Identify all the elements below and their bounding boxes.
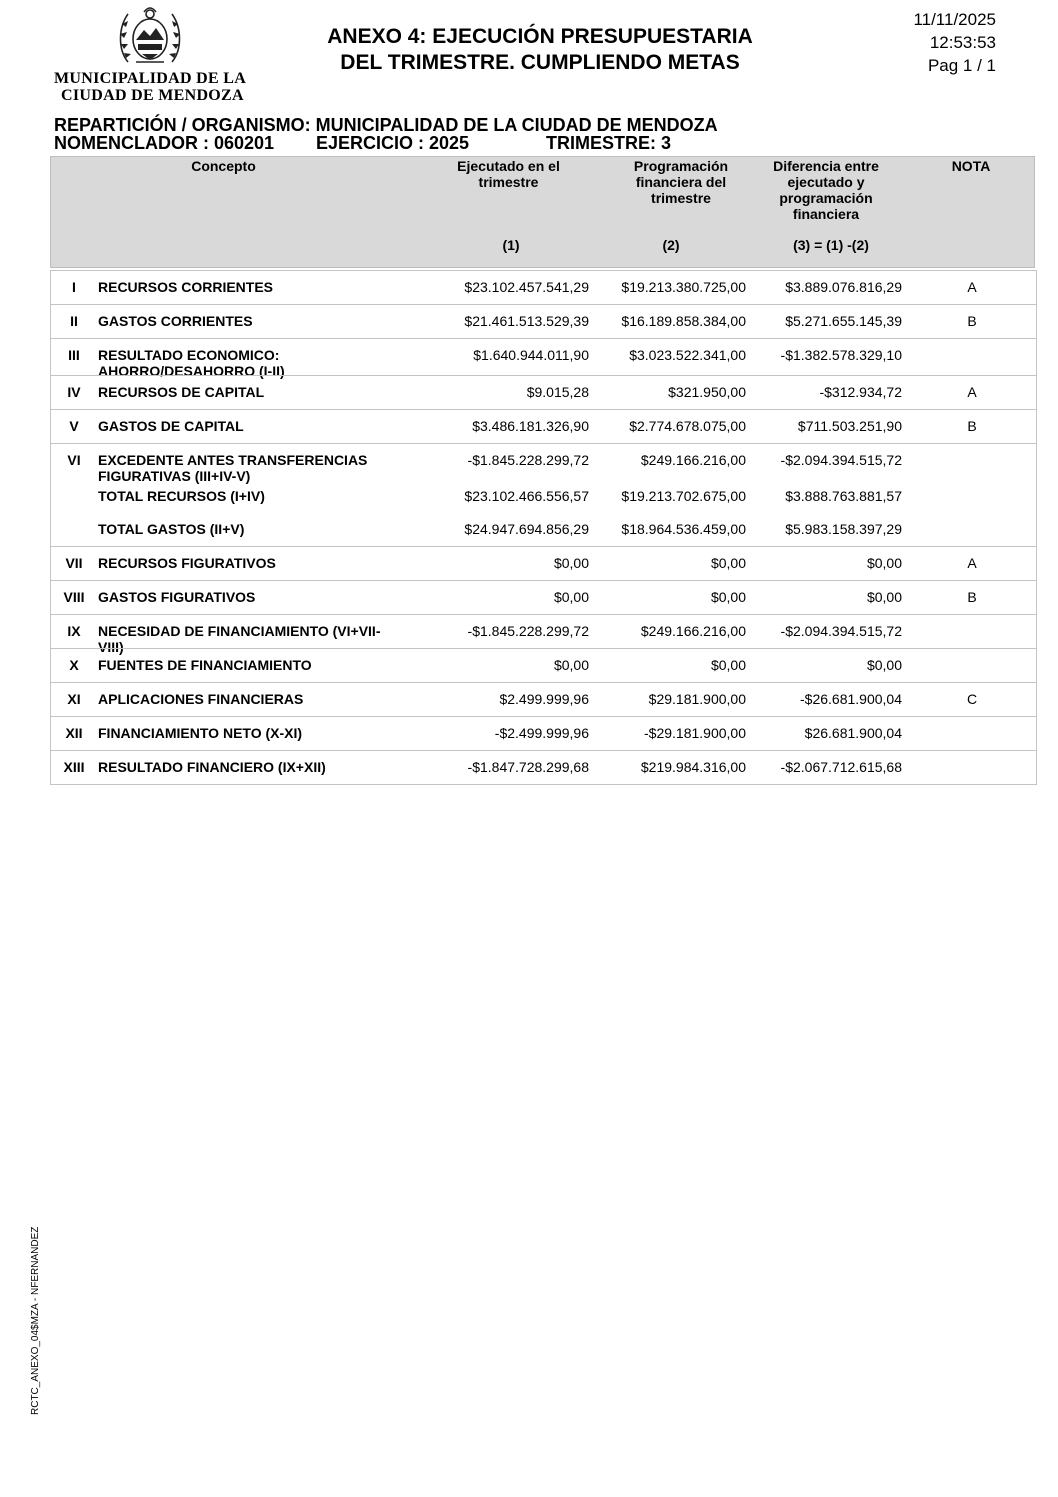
row-diferencia: $3.888.763.881,57 [785, 488, 902, 504]
row-diferencia: -$26.681.900,04 [800, 691, 902, 707]
row-programacion: $29.181.900,00 [648, 691, 746, 707]
row-concept [98, 691, 398, 707]
row-diferencia: -$2.094.394.515,72 [780, 623, 902, 639]
logo-line-2: CIUDAD DE MENDOZA [61, 87, 244, 104]
row-concept-line: GASTOS FIGURATIVOS [98, 589, 256, 605]
row-nota: C [966, 691, 978, 707]
row-ejecutado: $3.486.181.326,90 [472, 418, 589, 434]
col-diferencia-line: ejecutado y [787, 174, 865, 190]
coat-of-arms-icon [114, 2, 186, 70]
row-ejecutado: $23.102.466.556,57 [464, 488, 589, 504]
row-programacion: $18.964.536.459,00 [621, 521, 746, 537]
organismo-line: REPARTICIÓN / ORGANISMO: MUNICIPALIDAD DE LA CIUDAD DE MENDOZA [54, 115, 718, 135]
row-ejecutado: $1.640.944.011,90 [473, 347, 589, 363]
row-ejecutado: -$1.845.228.299,72 [467, 623, 589, 639]
row-number: XII [65, 725, 83, 741]
table-row [51, 580, 1036, 614]
row-programacion: $16.189.858.384,00 [621, 313, 746, 329]
row-programacion: $0,00 [710, 589, 746, 605]
table-row [51, 409, 1036, 443]
table-row [51, 480, 1036, 513]
table-row [51, 716, 1036, 750]
row-ejecutado: $24.947.694.856,29 [464, 521, 589, 537]
municipal-logo [50, 2, 250, 104]
ejercicio: EJERCICIO : 2025 [316, 133, 470, 153]
row-diferencia: $0,00 [866, 657, 902, 673]
table-row [51, 750, 1036, 784]
row-concept [98, 488, 398, 504]
row-ejecutado: $0,00 [553, 657, 589, 673]
row-diferencia: $711.503.251,90 [797, 418, 902, 434]
table-row [51, 338, 1036, 379]
print-stamp [913, 8, 996, 77]
col-ejecutado-line: trimestre [478, 174, 539, 190]
table-row [51, 304, 1036, 338]
col-programacion [601, 158, 761, 206]
row-number: III [68, 347, 80, 363]
table-row [51, 270, 1036, 304]
row-ejecutado: $21.461.513.529,39 [464, 313, 589, 329]
row-programacion: $0,00 [710, 555, 746, 571]
row-number: II [70, 313, 78, 329]
row-diferencia: $5.983.158.397,29 [785, 521, 902, 537]
row-diferencia: $26.681.900,04 [804, 725, 902, 741]
col-diferencia-line: Diferencia entre [773, 158, 879, 174]
row-concept-line: RESULTADO ECONOMICO: [98, 347, 280, 363]
row-concept-line: RECURSOS DE CAPITAL [98, 384, 265, 400]
table-row [51, 546, 1036, 580]
row-diferencia: -$2.094.394.515,72 [780, 452, 902, 468]
row-programacion: $321.950,00 [668, 384, 746, 400]
table-body [50, 270, 1037, 785]
title-line-2: DEL TRIMESTRE. CUMPLIENDO METAS [340, 51, 740, 74]
row-concept [98, 313, 398, 329]
row-concept-line: TOTAL GASTOS (II+V) [98, 521, 245, 537]
row-programacion: $2.774.678.075,00 [629, 418, 746, 434]
row-concept [98, 418, 398, 434]
table-row [51, 682, 1036, 716]
row-concept-line: NECESIDAD DE FINANCIAMIENTO (VI+VII- [98, 623, 381, 639]
row-diferencia: -$2.067.712.615,68 [780, 759, 902, 775]
row-concept-line: FUENTES DE FINANCIAMIENTO [98, 657, 312, 673]
print-date: 11/11/2025 [913, 10, 996, 29]
row-concept [98, 589, 398, 605]
row-concept-line: RECURSOS CORRIENTES [98, 279, 274, 295]
col-programacion-line: financiera del [635, 174, 727, 190]
row-diferencia: -$1.382.578.329,10 [780, 347, 902, 363]
row-ejecutado: -$2.499.999,96 [494, 725, 589, 741]
col-diferencia-line: financiera [792, 206, 860, 222]
row-programacion: $19.213.702.675,00 [621, 488, 746, 504]
document-title [270, 24, 810, 76]
row-concept-line: FINANCIAMIENTO NETO (X-XI) [98, 725, 303, 741]
row-concept [98, 384, 398, 400]
row-nota: A [967, 384, 977, 400]
side-reference: RCTC_ANEXO_04$MZA - NFERNANDEZ [30, 1226, 41, 1415]
col-ejecutado [441, 158, 576, 190]
row-nota: B [967, 589, 977, 605]
row-number: VII [65, 555, 83, 571]
row-concept-line: EXCEDENTE ANTES TRANSFERENCIAS [98, 452, 368, 468]
row-number: V [69, 418, 79, 434]
row-programacion: $249.166.216,00 [640, 452, 746, 468]
page-number: Pag 1 / 1 [927, 56, 996, 75]
trimestre: TRIMESTRE: 3 [546, 133, 672, 153]
row-programacion: $0,00 [710, 657, 746, 673]
row-concept-line: RESULTADO FINANCIERO (IX+XII) [98, 759, 326, 775]
row-concept-line: FIGURATIVAS (III+IV-V) [98, 468, 251, 484]
col-programacion-line: trimestre [651, 190, 711, 206]
row-ejecutado: $2.499.999,96 [499, 691, 589, 707]
row-programacion: $219.984.316,00 [640, 759, 746, 775]
table-row [51, 614, 1036, 655]
row-concept [98, 759, 398, 775]
col-num-1: (1) [502, 237, 520, 253]
title-line-1: ANEXO 4: EJECUCIÓN PRESUPUESTARIA [327, 25, 753, 48]
col-diferencia-line: programación [779, 190, 873, 206]
row-programacion: $19.213.380.725,00 [621, 279, 746, 295]
row-concept-line: RECURSOS FIGURATIVOS [98, 555, 276, 571]
row-concept [98, 555, 398, 571]
row-ejecutado: -$1.847.728.299,68 [467, 759, 589, 775]
nomenclador: NOMENCLADOR : 060201 [54, 133, 275, 153]
row-ejecutado: $0,00 [553, 589, 589, 605]
row-ejecutado: $23.102.457.541,29 [464, 279, 589, 295]
row-nota: A [967, 279, 977, 295]
row-programacion: $3.023.522.341,00 [629, 347, 746, 363]
row-concept-line: APLICACIONES FINANCIERAS [98, 691, 304, 707]
row-diferencia: $5.271.655.145,39 [785, 313, 902, 329]
row-concept [98, 657, 398, 673]
row-nota: B [967, 313, 977, 329]
row-number: VIII [63, 589, 85, 605]
row-diferencia: $3.889.076.816,29 [785, 279, 902, 295]
row-concept-line: GASTOS DE CAPITAL [98, 418, 244, 434]
row-concept-line: AHORRO/DESAHORRO (I-II) [98, 363, 285, 379]
row-diferencia: -$312.934,72 [819, 384, 902, 400]
row-nota: B [967, 418, 977, 434]
col-num-2: (2) [662, 237, 680, 253]
row-diferencia: $0,00 [866, 555, 902, 571]
budget-table [50, 156, 1035, 775]
logo-line-1: MUNICIPALIDAD DE LA [54, 70, 247, 87]
row-number: I [72, 279, 76, 295]
table-header [50, 156, 1035, 268]
col-programacion-line: Programación [633, 158, 729, 174]
row-ejecutado: -$1.845.228.299,72 [467, 452, 589, 468]
print-time: 12:53:53 [929, 33, 996, 52]
row-number: X [69, 657, 79, 673]
table-row [51, 443, 1036, 484]
row-nota: A [967, 555, 977, 571]
row-diferencia: $0,00 [866, 589, 902, 605]
row-number: XIII [63, 759, 85, 775]
table-row [51, 648, 1036, 682]
row-number: XI [67, 691, 81, 707]
row-concept-line: VIII) [98, 639, 124, 655]
col-num-3: (3) = (1) -(2) [793, 237, 869, 253]
col-ejecutado-line: Ejecutado en el [457, 158, 560, 174]
row-concept-line: TOTAL RECURSOS (I+IV) [98, 488, 265, 504]
row-ejecutado: $9.015,28 [526, 384, 589, 400]
row-programacion: $249.166.216,00 [640, 623, 746, 639]
table-row [51, 513, 1036, 546]
table-row [51, 375, 1036, 409]
row-concept [98, 279, 398, 295]
row-programacion: -$29.181.900,00 [644, 725, 746, 741]
row-number: IX [67, 623, 81, 639]
col-concepto: Concepto [191, 158, 256, 174]
row-concept [98, 725, 398, 741]
row-concept-line: GASTOS CORRIENTES [98, 313, 253, 329]
col-nota: NOTA [951, 158, 991, 174]
row-number: IV [67, 384, 81, 400]
row-ejecutado: $0,00 [553, 555, 589, 571]
row-number: VI [67, 452, 81, 468]
row-concept [98, 521, 398, 537]
col-diferencia [746, 158, 906, 222]
